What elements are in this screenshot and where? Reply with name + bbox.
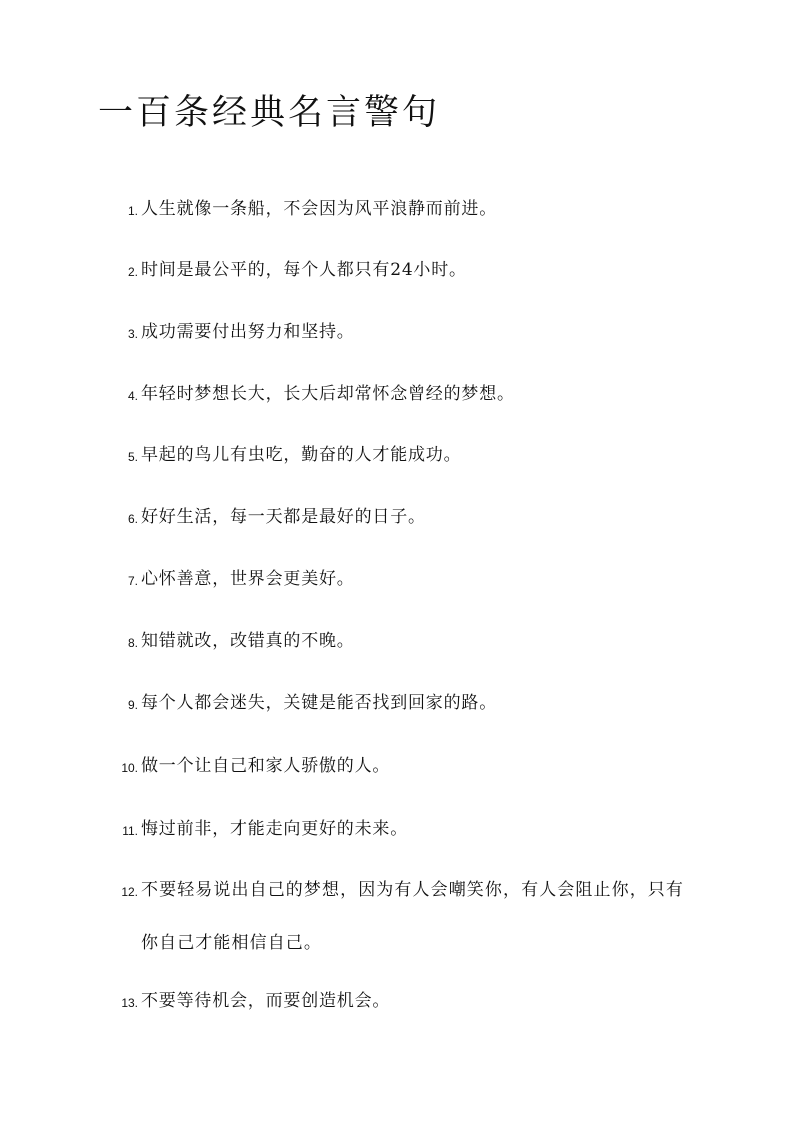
item-number: 7.	[127, 574, 138, 588]
item-number: 11.	[122, 824, 138, 838]
item-number: 3.	[127, 327, 138, 341]
item-number: 10.	[121, 761, 138, 775]
item-text: 知错就改，改错真的不晚。	[141, 631, 355, 651]
item-number: 9.	[127, 698, 138, 712]
item-number: 8.	[127, 636, 138, 650]
item-text: 早起的鸟儿有虫吃，勤奋的人才能成功。	[141, 445, 462, 465]
item-text: 人生就像一条船，不会因为风平浪静而前进。	[141, 199, 497, 219]
item-number: 13.	[121, 996, 138, 1010]
item-text: 不要轻易说出自己的梦想，因为有人会嘲笑你，有人会阻止你，只有你自己才能相信自己。	[141, 880, 684, 953]
item-text: 做一个让自己和家人骄傲的人。	[141, 756, 391, 776]
item-number: 1.	[127, 204, 138, 218]
item-text: 时间是最公平的，每个人都只有24小时。	[141, 260, 467, 280]
item-number: 6.	[127, 512, 138, 526]
item-text: 每个人都会迷失，关键是能否找到回家的路。	[141, 693, 497, 713]
item-number: 5.	[127, 450, 138, 464]
item-text: 悔过前非，才能走向更好的未来。	[141, 819, 408, 839]
item-number: 2.	[127, 265, 138, 279]
item-text: 不要等待机会，而要创造机会。	[141, 991, 391, 1011]
item-number: 12.	[121, 885, 138, 899]
item-text: 成功需要付出努力和坚持。	[141, 322, 355, 342]
item-text: 年轻时梦想长大，长大后却常怀念曾经的梦想。	[141, 384, 515, 404]
item-text: 心怀善意，世界会更美好。	[141, 569, 355, 589]
item-number: 4.	[127, 389, 138, 403]
document-title: 一百条经典名言警句	[98, 93, 441, 133]
item-text: 好好生活，每一天都是最好的日子。	[141, 507, 426, 527]
